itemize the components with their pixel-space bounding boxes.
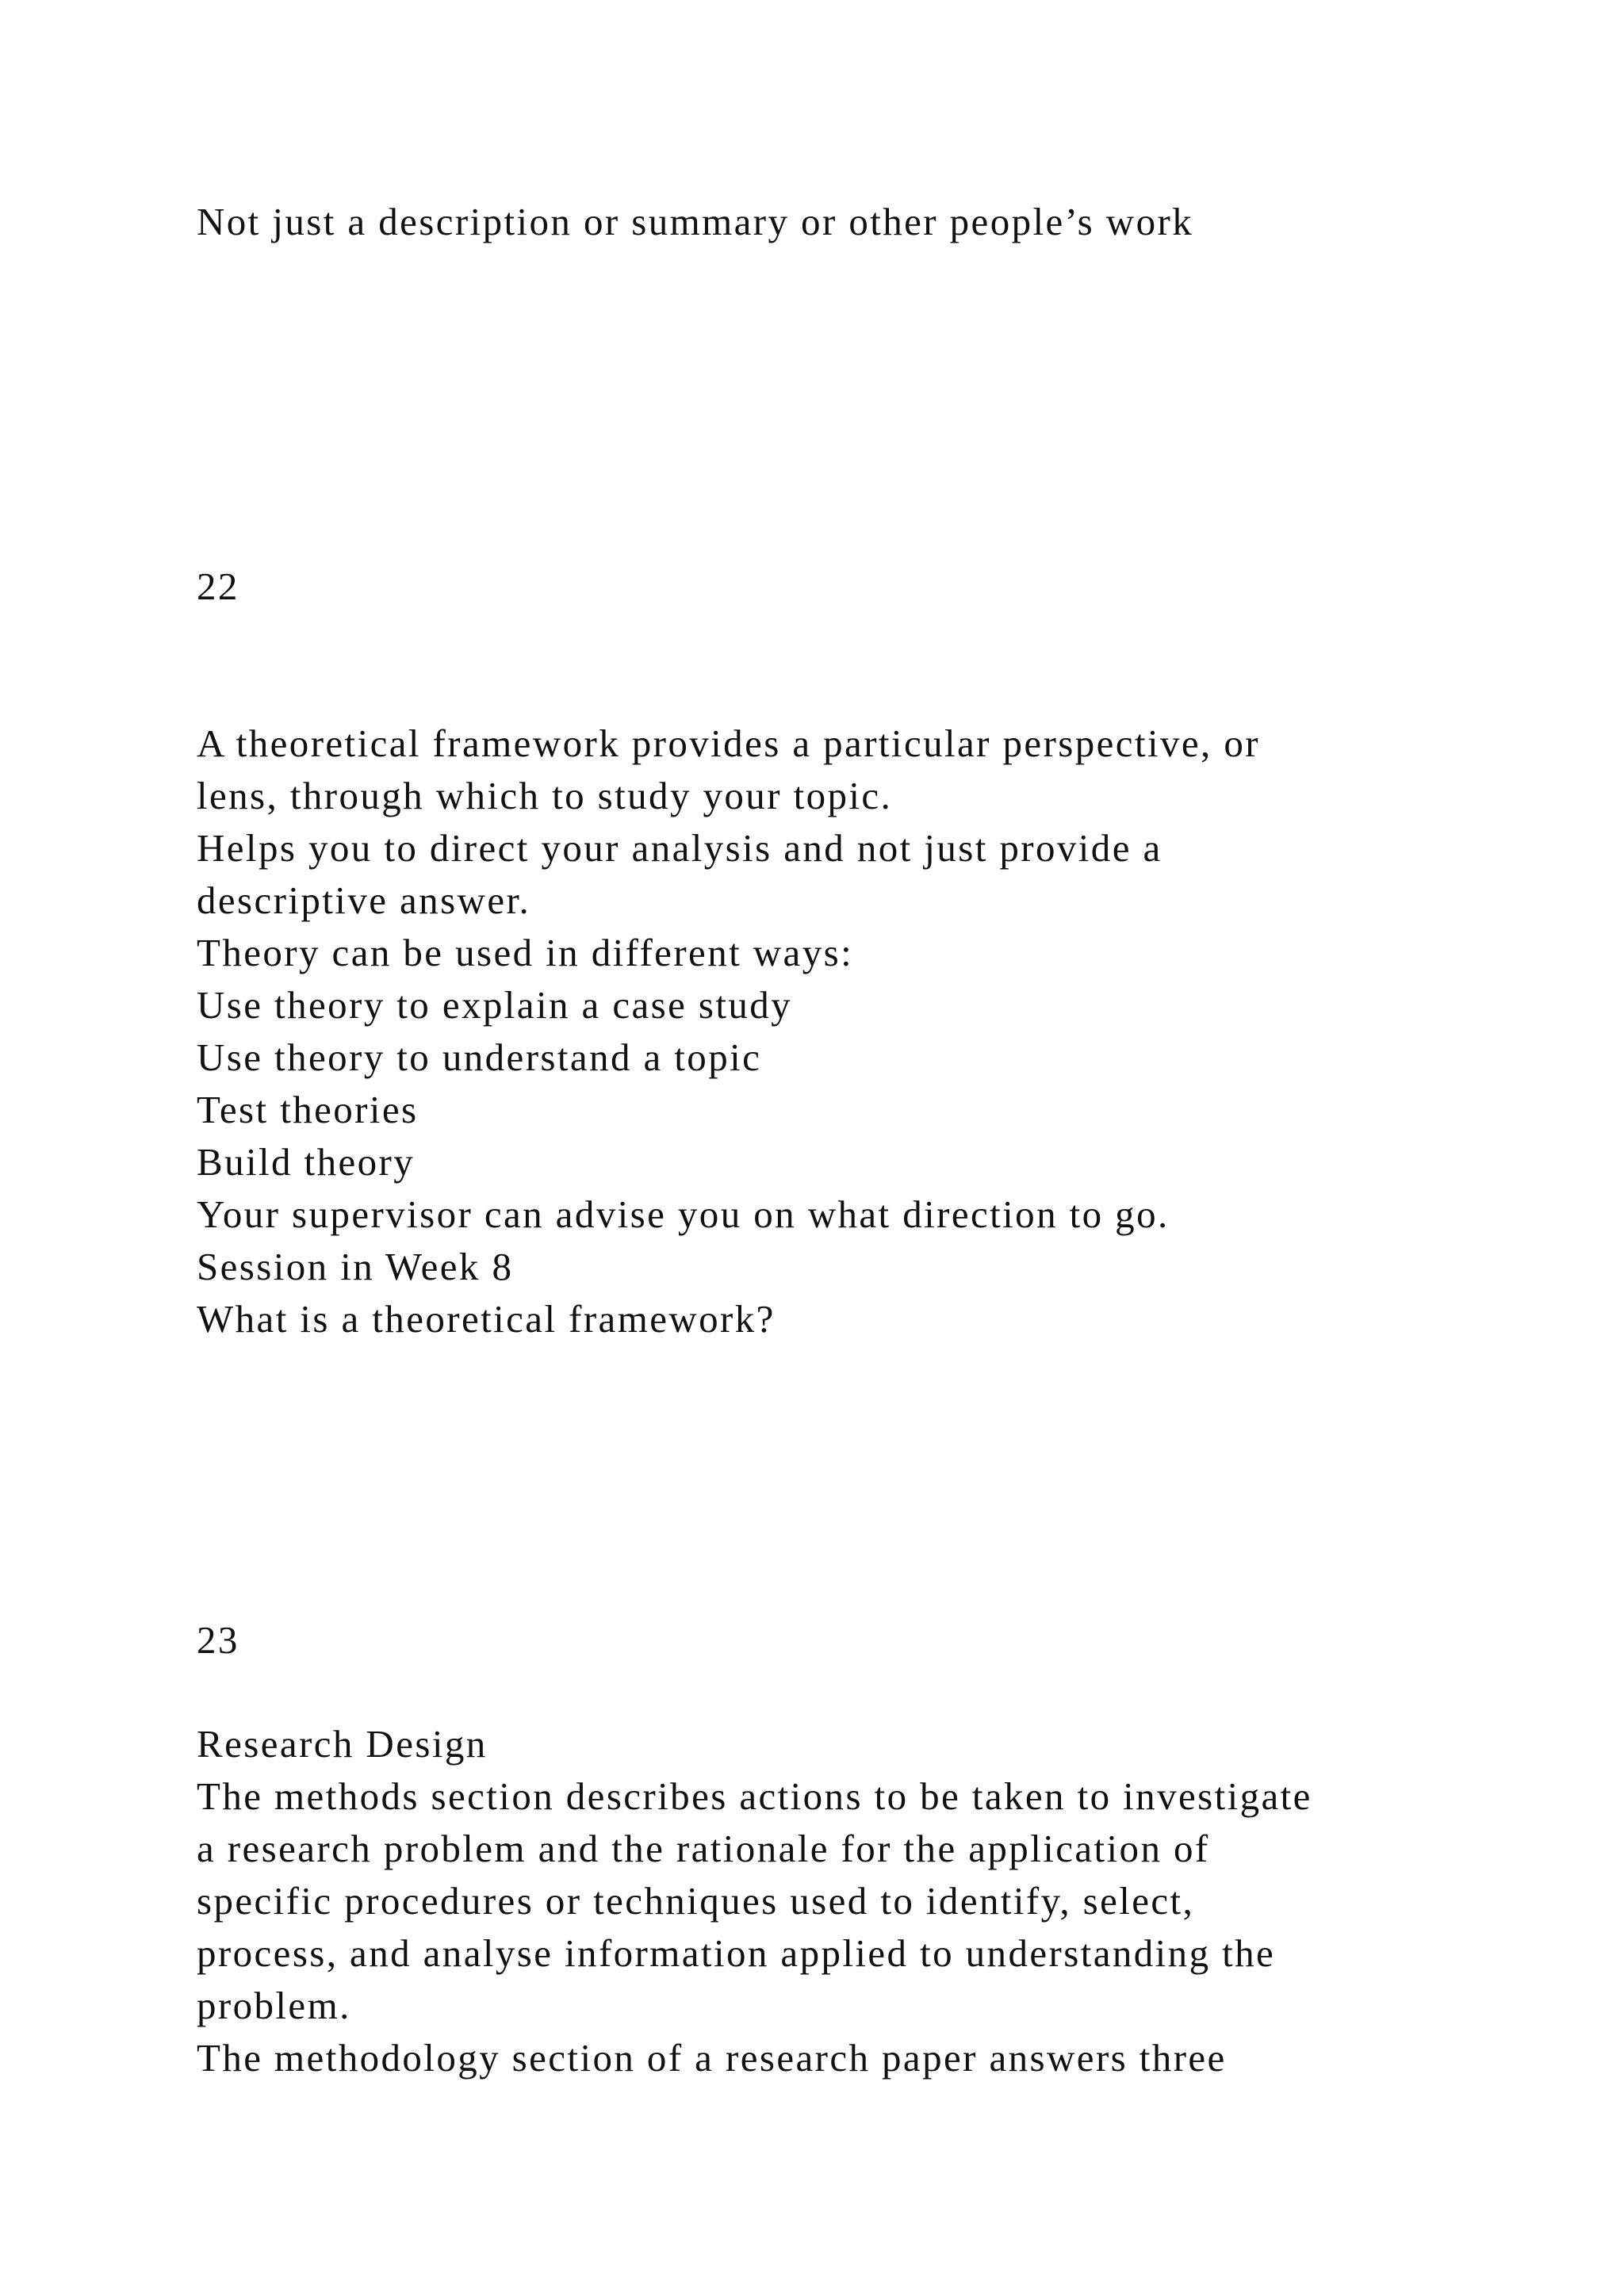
text-line: The methodology section of a research paper answers three [197, 2036, 1227, 2080]
text-line: problem. [197, 1984, 351, 2027]
text-line: A theoretical framework provides a particular perspective, or [197, 721, 1260, 765]
text-line: Theory can be used in different ways: [197, 931, 854, 974]
text-line: Use theory to understand a topic [197, 1035, 762, 1079]
section-heading: Research Design [197, 1722, 488, 1766]
text-line: process, and analyse information applied to understanding the [197, 1931, 1276, 1975]
text-line: Your supervisor can advise you on what direction to go. [197, 1192, 1170, 1236]
text-line: specific procedures or techniques used to identify, select, [197, 1879, 1195, 1923]
text-line: descriptive answer. [197, 878, 531, 922]
page-number: 23 [197, 1618, 239, 1662]
text-line: Use theory to explain a case study [197, 983, 793, 1027]
text-line: Not just a description or summary or other people’s work [197, 200, 1194, 243]
text-line: Helps you to direct your analysis and not just provide a [197, 826, 1162, 870]
text-line: lens, through which to study your topic. [197, 774, 893, 817]
text-line: a research problem and the rationale for the application of [197, 1827, 1210, 1870]
text-line: What is a theoretical framework? [197, 1297, 776, 1341]
text-line: Test theories [197, 1088, 419, 1131]
page-number: 22 [197, 564, 239, 608]
text-line: The methods section describes actions to be taken to investigate [197, 1774, 1312, 1818]
text-line: Build theory [197, 1140, 416, 1184]
text-line: Session in Week 8 [197, 1245, 514, 1288]
